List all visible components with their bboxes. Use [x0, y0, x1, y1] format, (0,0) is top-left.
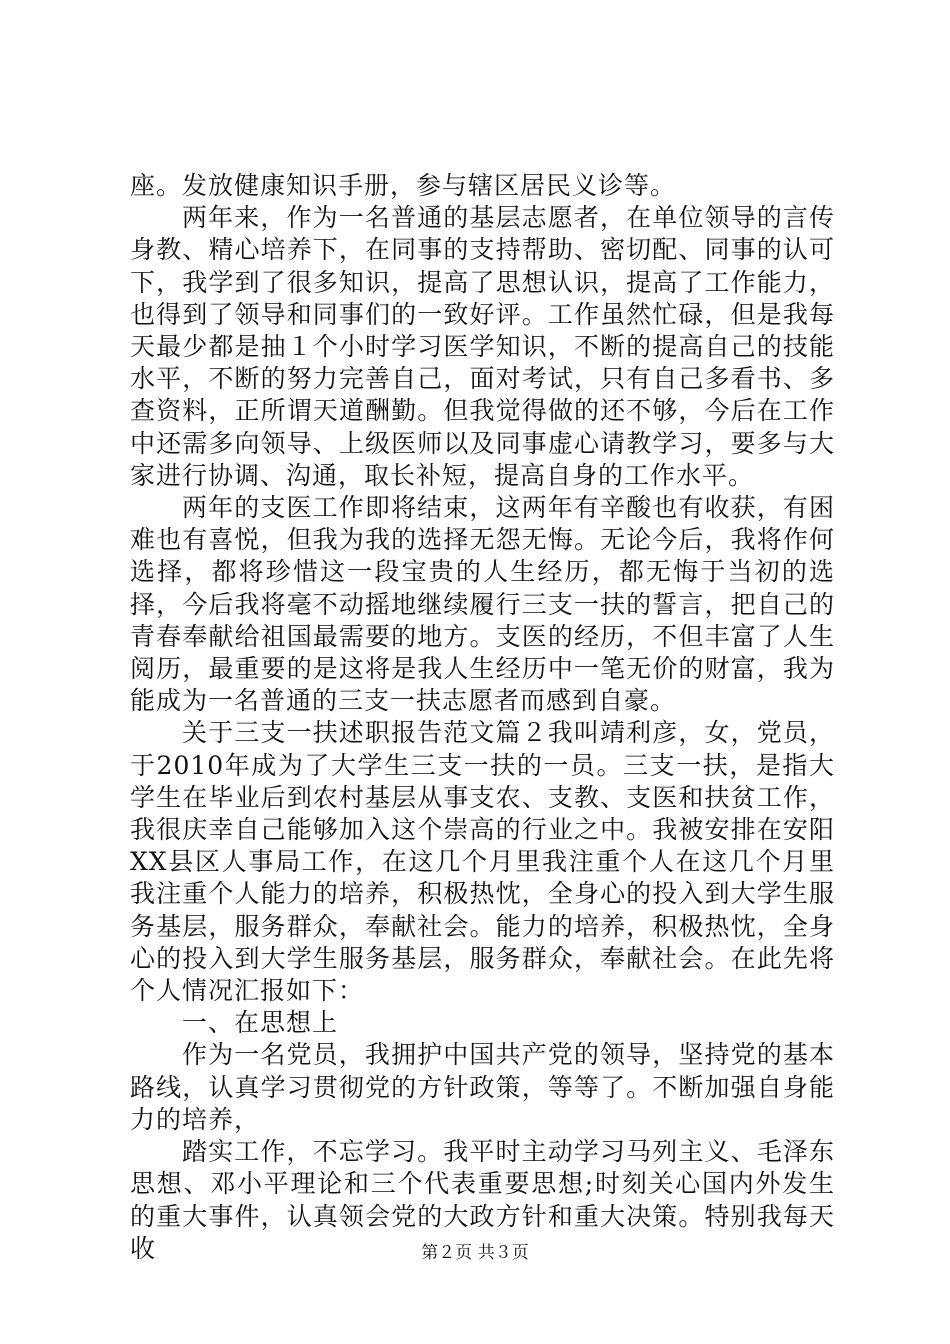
paragraph-continuation: 座。发放健康知识手册，参与辖区居民义诊等。: [130, 171, 677, 200]
paragraph-party-member: 作为一名党员，我拥护中国共产党的领导，坚持党的基本路线，认真学习贯彻党的方针政策，等等了。不断加强自身能力的培养，: [130, 1040, 835, 1134]
paragraph-two-years-volunteer: 两年来，作为一名普通的基层志愿者，在单位领导的言传身教、精心培养下，在同事的支持帮助、密切配、同事的认可下，我学到了很多知识，提高了思想认识，提高了工作能力，也得到了领导和同事们的一致好评。工作虽然忙碌，但是我每天最少都是抽１个小时学习医学知识，不断的提高自己的技能水平，不断的努力完善自己，面对考试，只有自己多看书、多查资料，正所谓天道酬勤。但我觉得做的还不够，今后在工作中还需多向领导、上级医师以及同事虚心请教学习，要多与大家进行协调、沟通，取长补短，提高自身的工作水平。: [130, 203, 835, 490]
paragraph-study: 踏实工作，不忘学习。我平时主动学习马列主义、毛泽东思想、邓小平理论和三个代表重要思想;时刻关心国内外发生的重大事件，认真领会党的大政方针和重大决策。特别我每天收: [130, 1137, 835, 1263]
paragraph-service-ending: 两年的支医工作即将结束，这两年有辛酸也有收获，有困难也有喜悦，但我为我的选择无怨无悔。无论今后，我将作何选择，都将珍惜这一段宝贵的人生经历，都无悔于当初的选择，今后我将毫不动摇地继续履行三支一扶的誓言，把自己的青春奉献给祖国最需要的地方。支医的经历，不但丰富了人生阅历，最重要的是这将是我人生经历中一笔无价的财富，我为能成为一名普通的三支一扶志愿者而感到自豪。: [130, 493, 835, 716]
document-body: [130, 170, 835, 1265]
page-number-footer: 第２页 共３页: [421, 1243, 529, 1263]
section-heading-thought: 一、在思想上: [182, 1008, 339, 1038]
paragraph-report-intro: 关于三支一扶述职报告范文篇２我叫靖利彦，女，党员，于2010年成为了大学生三支一扶的一员。三支一扶，是指大学生在毕业后到农村基层从事支农、支教、支医和扶贫工作，我很庆幸自己能够加入这个崇高的行业之中。我被安排在安阳XX县区人事局工作，在这几个月里我注重个人在这几个月里我注重个人能力的培养，积极热忱，全身心的投入到大学生服务基层，服务群众，奉献社会。能力的培养，积极热忱，全身心的投入到大学生服务基层，服务群众，奉献社会。在此先将个人情况汇报如下：: [130, 718, 835, 1006]
